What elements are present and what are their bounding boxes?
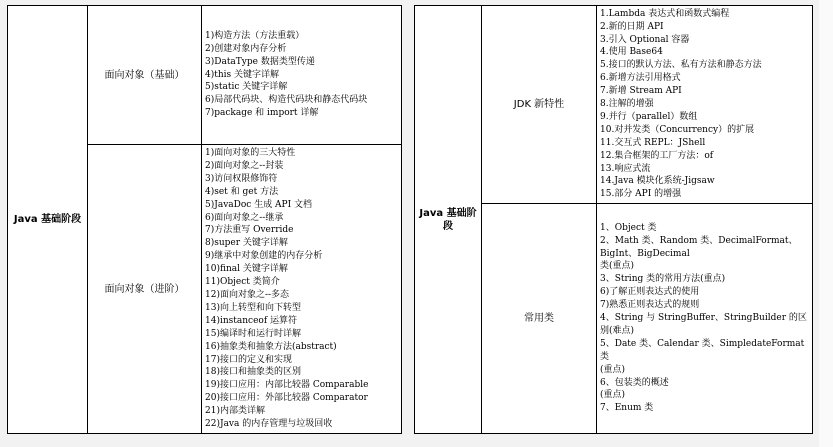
list-item: 18)接口和抽象类的区别 [205,367,301,378]
list-item: 10)final 关键字详解 [205,264,288,275]
item-list-jdk-features [597,6,813,204]
list-item: 3)DataType 数据类型传递 [205,56,315,67]
list-item: 6、包装类的概述 [600,377,669,388]
list-item: 6)局部代码块、构造代码块和静态代码块 [205,95,368,106]
item-list-oop-basic [202,6,402,145]
list-item: 17)接口的定义和实现 [205,354,292,365]
list-item: 6)面向对象之--继承 [205,212,284,223]
list-item: 8)super 关键字详解 [205,238,288,249]
list-item: 4)this 关键字详解 [205,69,280,80]
list-item: 14)instanceof 运算符 [205,315,298,326]
category-oop-basic: 面向对象（基础） [88,6,202,145]
list-item: 2、Math 类、Random 类、DecimalFormat、BigInt、BigDecimal [600,235,798,259]
list-item: 10.对并发类（Concurrency）的扩展 [600,124,755,135]
list-item: 9)继承中对象创建的内存分析 [205,251,323,262]
list-item: 16)抽象类和抽象方法(abstract) [205,341,337,352]
category-jdk-features: JDK 新特性 [482,6,597,204]
list-item: 5)static 关键字详解 [205,82,288,93]
right-curriculum-table [414,5,813,434]
list-item: 7)方法重写 Override [205,225,294,236]
category-common-classes: 常用类 [482,204,597,434]
list-item: 7)package 和 import 详解 [205,108,319,119]
list-item: 6)了解正则表达式的使用 [600,287,700,298]
list-item: 13.响应式流 [600,163,651,174]
list-item: 6.新增方法引用格式 [600,73,681,84]
list-item: 1.Lambda 表达式和函数式编程 [600,8,730,19]
list-item: 3.引入 Optional 容器 [600,34,690,45]
stage-cell: Java 基础阶段 [8,6,88,434]
list-item: 2)创建对象内存分析 [205,43,287,54]
list-item: 11)Object 类简介 [205,277,280,288]
list-item: 4)set 和 get 方法 [205,186,279,197]
list-item: 11.交互式 REPL：JShell [600,137,706,148]
list-item: 4、String 与 StringBuffer、StringBuilder 的区别(难点) [600,313,807,336]
list-item: (重点) [600,390,626,401]
list-item: 4.使用 Base64 [600,47,663,58]
list-item: 20)接口应用：外部比较器 Comparator [205,393,368,404]
list-item: 12)面向对象之--多态 [205,290,290,300]
list-item: 14.Java 模块化系统-Jigsaw [600,176,715,187]
list-item: 2.新的日期 API [600,21,664,32]
list-item: 5.接口的默认方法、私有方法和静态方法 [600,60,762,71]
list-item: 5、Date 类、Calendar 类、SimpledateFormat 类 [600,338,805,362]
list-item: 类(重点) [600,261,635,272]
list-item: 1)构造方法（方法重载） [205,30,305,41]
item-list-oop-advanced [202,145,402,434]
stage-cell: Java 基础阶段 [415,6,482,434]
list-item: 22)Java 的内存管理与垃圾回收 [205,419,333,430]
list-item: 2)面向对象之--封装 [205,160,284,171]
list-item: 15)编译时和运行时详解 [205,328,301,339]
list-item: 9.并行（parallel）数组 [600,111,698,122]
list-item: 7)熟悉正则表达式的规则 [600,300,700,311]
list-item: 5)JavaDoc 生成 API 文档 [205,199,313,210]
page-edge [819,0,833,447]
list-item: (重点) [600,364,626,375]
list-item: 8.注解的增强 [600,99,654,110]
list-item: 1)面向对象的三大特性 [205,148,296,159]
list-item: 21)内部类详解 [205,406,265,417]
list-item: 7.新增 Stream API [600,86,682,97]
list-item: 3)访问权限修饰符 [205,173,278,184]
left-curriculum-table [7,5,402,434]
list-item: 12.集合框架的工厂方法：of [600,150,714,161]
item-list-common-classes [597,204,813,434]
list-item: 3、String 类的常用方法(重点) [600,274,726,285]
category-oop-advanced: 面向对象（进阶） [88,145,202,434]
list-item: 19)接口应用：内部比较器 Comparable [205,380,369,391]
list-item: 7、Enum 类 [600,403,654,414]
list-item: 13)向上转型和向下转型 [205,302,301,313]
list-item: 1、Object 类 [600,222,657,233]
list-item: 15.部分 API 的增强 [600,189,682,200]
